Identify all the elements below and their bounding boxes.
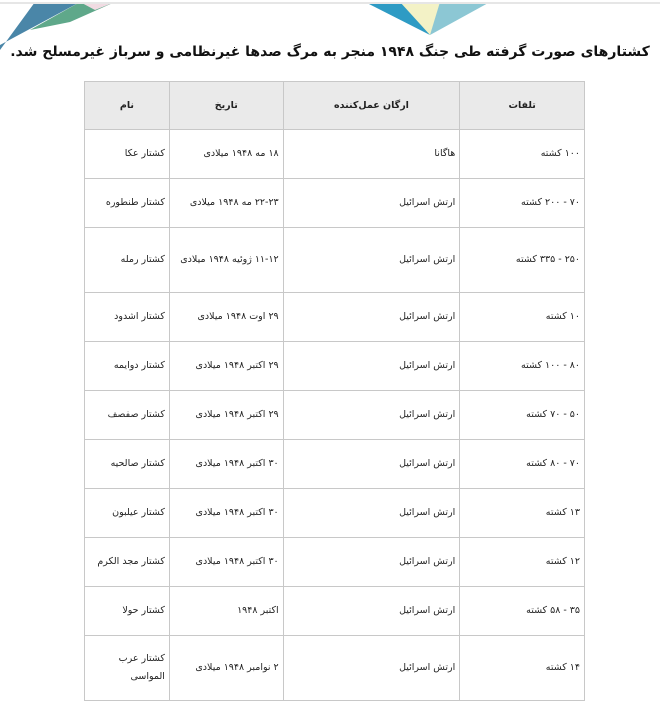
- cell-date: ۲۹ اکتبر ۱۹۴۸ میلادی: [169, 342, 283, 391]
- cell-perpetrator: ارتش اسرائیل: [283, 391, 460, 440]
- table-row: [85, 538, 585, 587]
- massacres-table: [84, 81, 585, 701]
- cell-name: کشتار رمله: [85, 228, 170, 293]
- header-name: نام: [85, 82, 170, 130]
- table-row: [85, 391, 585, 440]
- cell-name: کشتار طنطوره: [85, 179, 170, 228]
- table-row: [85, 489, 585, 538]
- cell-name: کشتار عکا: [85, 130, 170, 179]
- header-casualties: تلفات: [460, 82, 585, 130]
- cell-date: ۳۰ اکتبر ۱۹۴۸ میلادی: [169, 440, 283, 489]
- cell-perpetrator: ارتش اسرائیل: [283, 228, 460, 293]
- header-date: تاریخ: [169, 82, 283, 130]
- cell-casualties: ۷۰ - ۸۰ کشته: [460, 440, 585, 489]
- cell-date: ۲ نوامبر ۱۹۴۸ میلادی: [169, 636, 283, 701]
- cell-name: کشتار صفصف: [85, 391, 170, 440]
- table-row: [85, 587, 585, 636]
- cell-perpetrator: ارتش اسرائیل: [283, 587, 460, 636]
- cell-casualties: ۷۰ - ۲۰۰ کشته: [460, 179, 585, 228]
- cell-name: کشتار مجد الکرم: [85, 538, 170, 587]
- cell-date: ۲۹ اکتبر ۱۹۴۸ میلادی: [169, 391, 283, 440]
- cell-date: ۳۰ اکتبر ۱۹۴۸ میلادی: [169, 489, 283, 538]
- cell-perpetrator: ارتش اسرائیل: [283, 489, 460, 538]
- table-row: [85, 342, 585, 391]
- cell-perpetrator: ارتش اسرائیل: [283, 636, 460, 701]
- cell-name: کشتار حولا: [85, 587, 170, 636]
- cell-perpetrator: ارتش اسرائیل: [283, 179, 460, 228]
- table-row: [85, 293, 585, 342]
- cell-perpetrator: ارتش اسرائیل: [283, 293, 460, 342]
- cell-casualties: ۱۴ کشته: [460, 636, 585, 701]
- cell-name: کشتار عیلبون: [85, 489, 170, 538]
- table-row: [85, 130, 585, 179]
- cell-name: کشتار عرب المواسی: [85, 636, 170, 701]
- cell-name: کشتار صالحیه: [85, 440, 170, 489]
- cell-date: اکتبر ۱۹۴۸: [169, 587, 283, 636]
- table-row: [85, 179, 585, 228]
- decorative-banner: [0, 0, 660, 50]
- cell-casualties: ۵۰ - ۷۰ کشته: [460, 391, 585, 440]
- cell-perpetrator: ارتش اسرائیل: [283, 342, 460, 391]
- cell-casualties: ۲۵۰ - ۳۳۵ کشته: [460, 228, 585, 293]
- cell-casualties: ۳۵ - ۵۸ کشته: [460, 587, 585, 636]
- cell-casualties: ۱۲ کشته: [460, 538, 585, 587]
- cell-date: ۱۱-۱۲ ژوئیه ۱۹۴۸ میلادی: [169, 228, 283, 293]
- cell-date: ۳۰ اکتبر ۱۹۴۸ میلادی: [169, 538, 283, 587]
- cell-name: کشتار دوایمه: [85, 342, 170, 391]
- table-row: [85, 636, 585, 701]
- cell-perpetrator: ارتش اسرائیل: [283, 440, 460, 489]
- cell-casualties: ۱۰۰ کشته: [460, 130, 585, 179]
- page-title: کشتارهای صورت گرفته طی جنگ ۱۹۴۸ منجر به مرگ صدها غیرنظامی و سرباز غیرمسلح شد.: [10, 44, 650, 60]
- cell-casualties: ۱۰ کشته: [460, 293, 585, 342]
- cell-perpetrator: هاگانا: [283, 130, 460, 179]
- top-border: [0, 2, 660, 4]
- cell-date: ۲۹ اوت ۱۹۴۸ میلادی: [169, 293, 283, 342]
- cell-casualties: ۱۳ کشته: [460, 489, 585, 538]
- table-row: [85, 440, 585, 489]
- table-row: [85, 228, 585, 293]
- cell-casualties: ۸۰ - ۱۰۰ کشته: [460, 342, 585, 391]
- cell-name: کشتار اشدود: [85, 293, 170, 342]
- cell-perpetrator: ارتش اسرائیل: [283, 538, 460, 587]
- cell-date: ۲۲-۲۳ مه ۱۹۴۸ میلادی: [169, 179, 283, 228]
- header-perpetrator: ارگان عمل‌کننده: [283, 82, 460, 130]
- table-header-row: [85, 82, 585, 130]
- cell-date: ۱۸ مه ۱۹۴۸ میلادی: [169, 130, 283, 179]
